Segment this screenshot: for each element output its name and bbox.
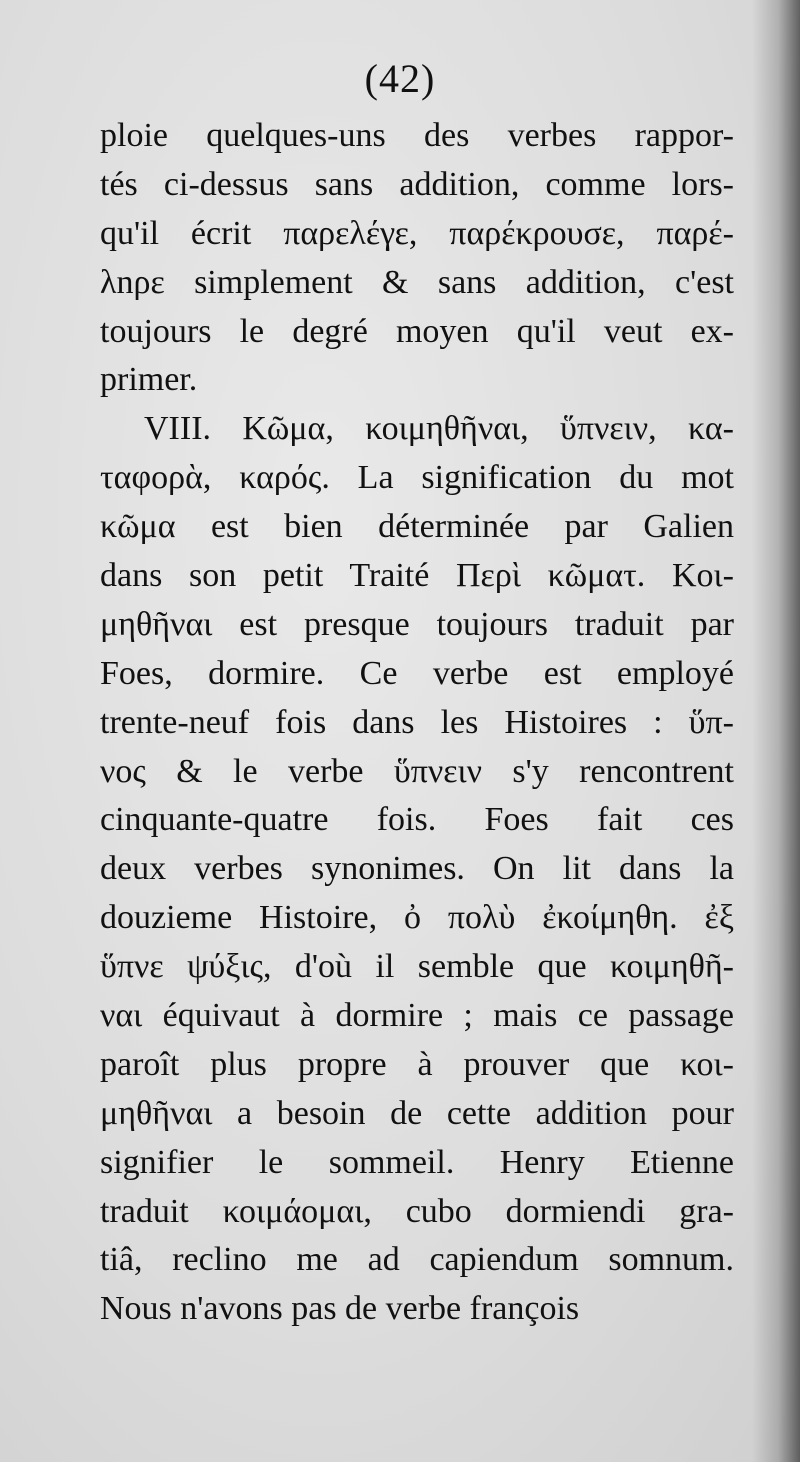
text-line: Foes, dormire. Ce verbe est employé: [100, 654, 734, 692]
text-line: cinquante-quatre fois. Foes fait ces: [100, 801, 734, 839]
text-line: ταφορὰ, καρός. La signification du mot: [100, 459, 734, 497]
text-line: primer.: [100, 361, 198, 399]
text-line: deux verbes synonimes. On lit dans la: [100, 850, 734, 888]
text-line: trente-neuf fois dans les Histoires : ὕπ-: [100, 703, 734, 741]
text-line: λnρε simplement & sans addition, c'est: [100, 263, 734, 301]
text-line: tiâ, reclino me ad capiendum somnum.: [100, 1241, 734, 1279]
text-line: ναι équivaut à dormire ; mais ce passage: [100, 997, 734, 1035]
text-line: μηθῆναι est presque toujours traduit par: [100, 605, 734, 643]
text-line: douzieme Histoire, ὀ πολὺ ἐκοίμηθη. ἐξ: [100, 899, 734, 937]
text-line: VIII. Κῶμα, κοιμηθῆναι, ὕπνειν, κα-: [144, 410, 734, 448]
text-line: ploie quelques-uns des verbes rappor-: [100, 117, 734, 154]
text-line: μηθῆναι a besoin de cette addition pour: [100, 1094, 734, 1132]
text-line: Nous n'avons pas de verbe françois: [100, 1290, 580, 1328]
text-line: signifier le sommeil. Henry Etienne: [100, 1143, 734, 1181]
body-text: [100, 112, 734, 1334]
text-line: dans son petit Traité Περὶ κῶματ. Κοι-: [100, 557, 734, 595]
text-line: κῶμα est bien déterminée par Galien: [100, 508, 734, 546]
text-line: tés ci-dessus sans addition, comme lors-: [100, 165, 734, 203]
text-line: toujours le degré moyen qu'il veut ex-: [100, 312, 734, 350]
text-line: νος & le verbe ὕπνειν s'y rencontrent: [100, 752, 734, 790]
page-number: (42): [364, 56, 436, 101]
text-line: paroît plus propre à prouver que κοι-: [100, 1045, 734, 1083]
text-line: traduit κοιμάομαι, cubo dormiendi gra-: [100, 1192, 734, 1230]
text-line: ὕπνε ψύξις, d'où il semble que κοιμηθῆ-: [100, 948, 734, 986]
page-gutter-shadow: [752, 0, 800, 1462]
text-line: qu'il écrit παρελέγε, παρέκρουσε, παρέ-: [100, 214, 734, 252]
